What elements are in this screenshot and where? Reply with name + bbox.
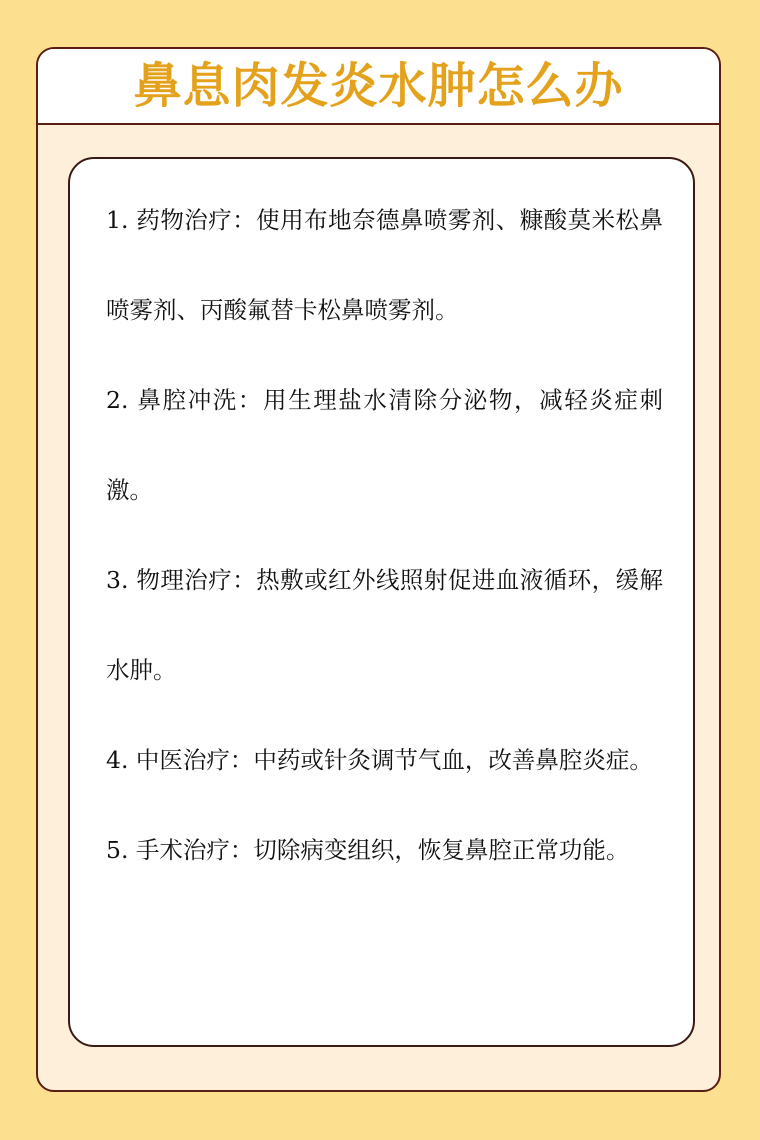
card-header <box>38 49 719 125</box>
item-number: 5. <box>106 836 129 864</box>
list-item <box>106 355 663 535</box>
item-number: 4. <box>106 746 129 774</box>
item-text: 中医治疗：中药或针灸调节气血，改善鼻腔炎症。 <box>135 746 653 774</box>
item-text: 鼻腔冲洗：用生理盐水清除分泌物，减轻炎症刺激。 <box>106 386 663 504</box>
content-box <box>68 157 695 1047</box>
info-card <box>36 47 721 1092</box>
item-number: 3. <box>106 566 129 594</box>
list-item <box>106 175 663 355</box>
item-number: 1. <box>106 206 129 234</box>
list-item <box>106 715 663 805</box>
page-title: 鼻息肉发炎水肿怎么办 <box>133 58 624 114</box>
list-item <box>106 535 663 715</box>
list-item <box>106 805 663 895</box>
item-text: 药物治疗：使用布地奈德鼻喷雾剂、糠酸莫米松鼻喷雾剂、丙酸氟替卡松鼻喷雾剂。 <box>106 206 663 324</box>
item-text: 物理治疗：热敷或红外线照射促进血液循环，缓解水肿。 <box>106 566 663 684</box>
item-number: 2. <box>106 386 129 414</box>
item-text: 手术治疗：切除病变组织，恢复鼻腔正常功能。 <box>135 836 630 864</box>
